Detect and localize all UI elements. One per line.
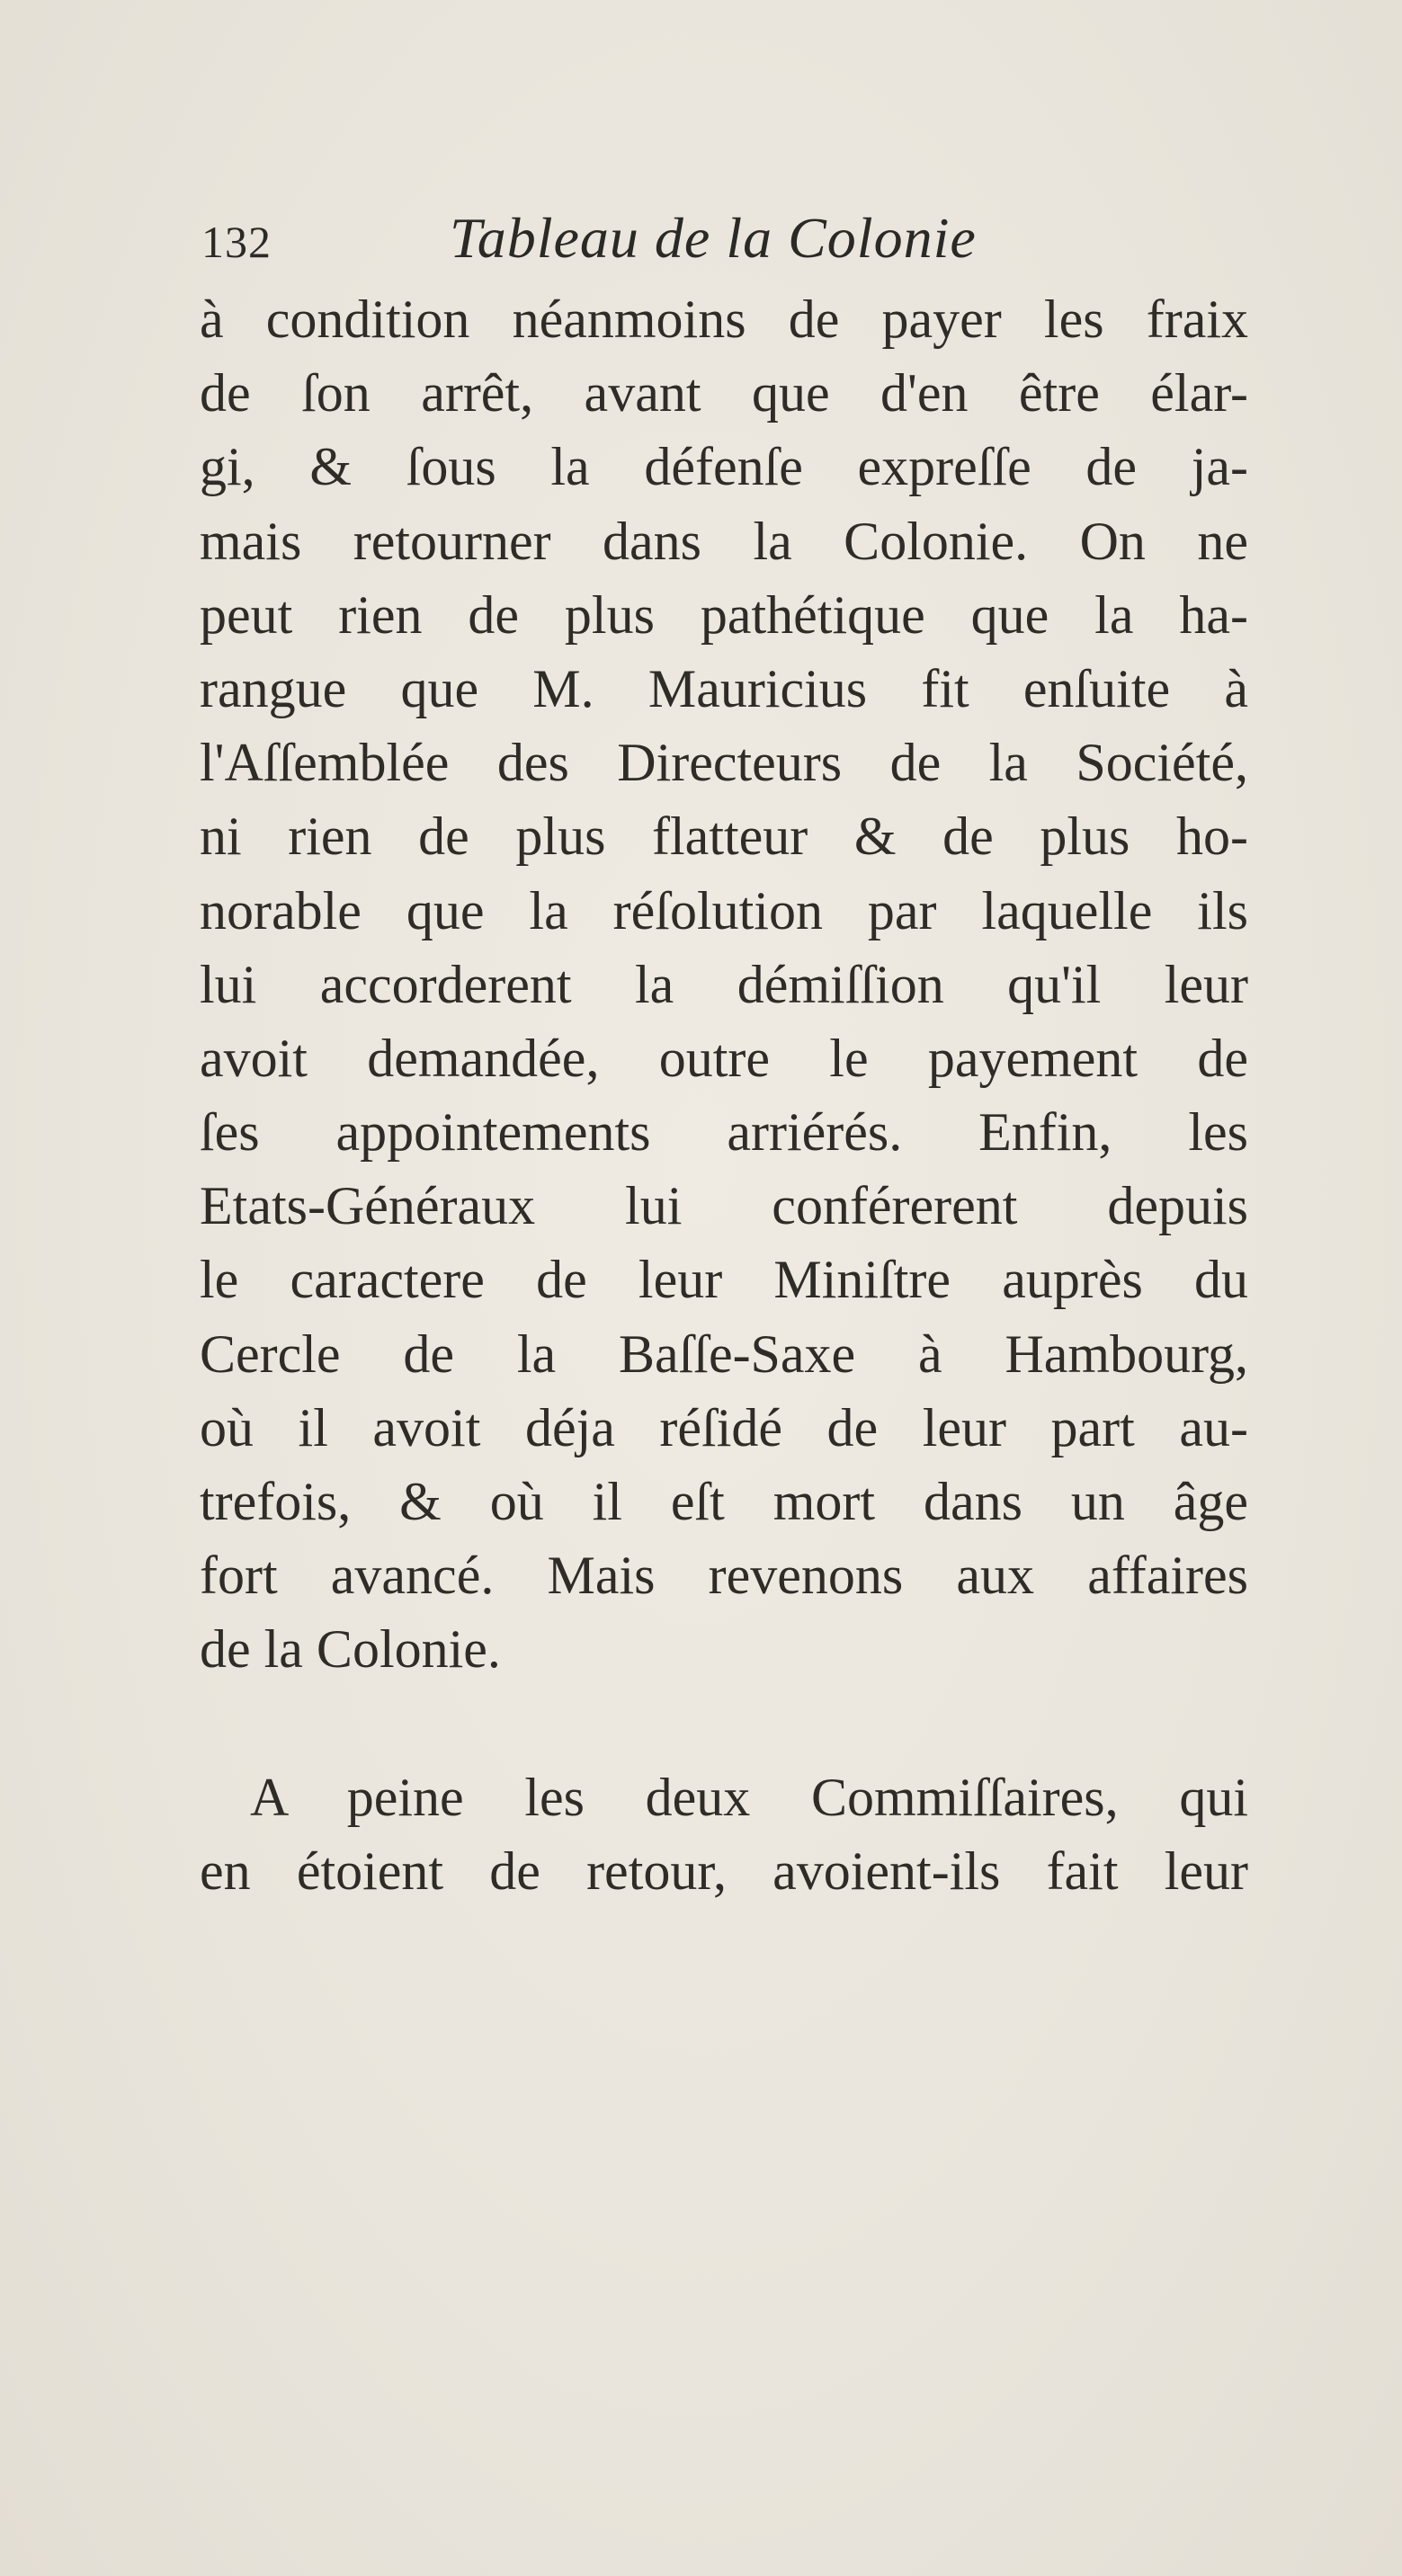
text-line: l'Aſſemblée des Directeurs de la Société, bbox=[200, 733, 1248, 793]
page-header bbox=[0, 205, 1402, 277]
text-line: en étoient de retour, avoient-ils fait leur bbox=[200, 1841, 1248, 1901]
page-number: 132 bbox=[201, 217, 272, 267]
text-line: peut rien de plus pathétique que la ha- bbox=[200, 584, 1248, 645]
text-line: fort avancé. Mais revenons aux affaires bbox=[200, 1546, 1248, 1606]
text-line: norable que la réſolution par laquelle ils bbox=[200, 880, 1248, 940]
text-line: où il avoit déja réſidé de leur part au- bbox=[200, 1397, 1248, 1457]
paragraph bbox=[200, 1760, 1248, 1908]
text-line: à condition néanmoins de payer les fraix bbox=[200, 290, 1248, 349]
text-line: A peine les deux Commiſſaires, qui bbox=[250, 1767, 1248, 1827]
text-line: Cercle de la Baſſe-Saxe à Hambourg, bbox=[200, 1324, 1248, 1384]
text-line: ni rien de plus flatteur & de plus ho- bbox=[200, 807, 1248, 867]
text-line: ſes appointements arriérés. Enfin, les bbox=[200, 1102, 1248, 1163]
text-line: Etats-Généraux lui conférerent depuis bbox=[200, 1176, 1248, 1236]
text-line: gi, & ſous la défenſe expreſſe de ja- bbox=[200, 437, 1248, 497]
text-line: rangue que M. Mauricius fit enſuite à bbox=[200, 658, 1248, 718]
body-text bbox=[200, 282, 1248, 1908]
text-line: mais retourner dans la Colonie. On ne bbox=[200, 511, 1248, 571]
text-line: de ſon arrêt, avant que d'en être élar- bbox=[200, 363, 1248, 423]
text-line: trefois, & où il eſt mort dans un âge bbox=[200, 1472, 1248, 1531]
text-line: lui accorderent la démiſſion qu'il leur bbox=[200, 954, 1248, 1014]
running-title: Tableau de la Colonie bbox=[450, 206, 977, 270]
text-line: avoit demandée, outre le payement de bbox=[200, 1028, 1248, 1088]
paragraph-gap bbox=[200, 1687, 1248, 1760]
paragraph bbox=[200, 282, 1248, 1687]
text-line: de la Colonie. bbox=[200, 1619, 501, 1680]
text-line: le caractere de leur Miniſtre auprès du bbox=[200, 1250, 1248, 1310]
